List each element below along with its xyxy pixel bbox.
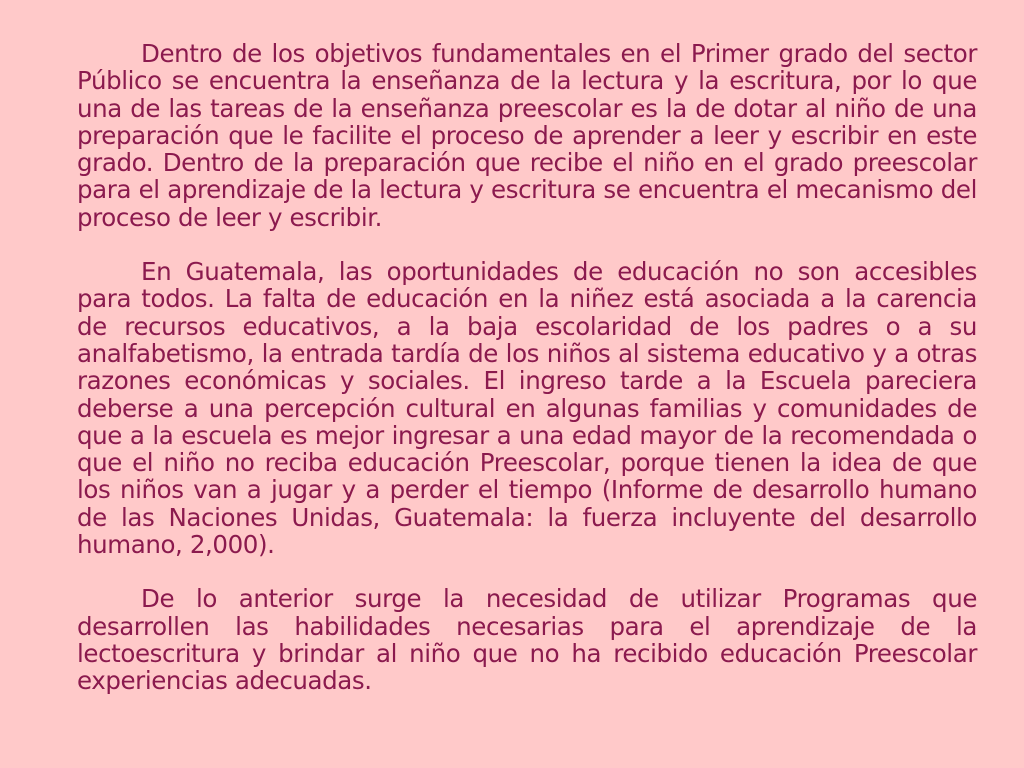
paragraph-conclusion: De lo anterior surge la necesidad de utilizar Programas que desarrollen las habilidades necesarias para el aprendizaje de la lectoescritura y brindar al niño que no ha recibido educación Preescolar experiencias adecuadas. [77, 584, 977, 696]
paragraph-guatemala: En Guatemala, las oportunidades de educación no son accesibles para todos. La falta de educación en la niñez está asociada a la carencia de recursos educativos, a la baja escolaridad de los padres o a su analfabetismo, la entrada tardía de los niños al sistema educativo y a otras razones económicas y sociales. El ingreso tarde a la Escuela pareciera deberse a una percepción cultural en algunas familias y comunidades de que a la escuela es mejor ingresar a una edad mayor de la recomendada o que el niño no reciba educación Preescolar, porque tienen la idea de que los niños van a jugar y a perder el tiempo (Informe de desarrollo humano de las Naciones Unidas, Guatemala: la fuerza incluyente del desarrollo humano, 2,000). [77, 257, 977, 560]
slide-body [77, 40, 977, 695]
paragraph-objetivos: Dentro de los objetivos fundamentales en el Primer grado del sector Público se encuentra la enseñanza de la lectura y la escritura, por lo que una de las tareas de la enseñanza preescolar es la de dotar al niño de una preparación que le facilite el proceso de aprender a leer y escribir en este grado. Dentro de la preparación que recibe el niño en el grado preescolar para el aprendizaje de la lectura y escritura se encuentra el mecanismo del proceso de leer y escribir. [77, 39, 977, 232]
